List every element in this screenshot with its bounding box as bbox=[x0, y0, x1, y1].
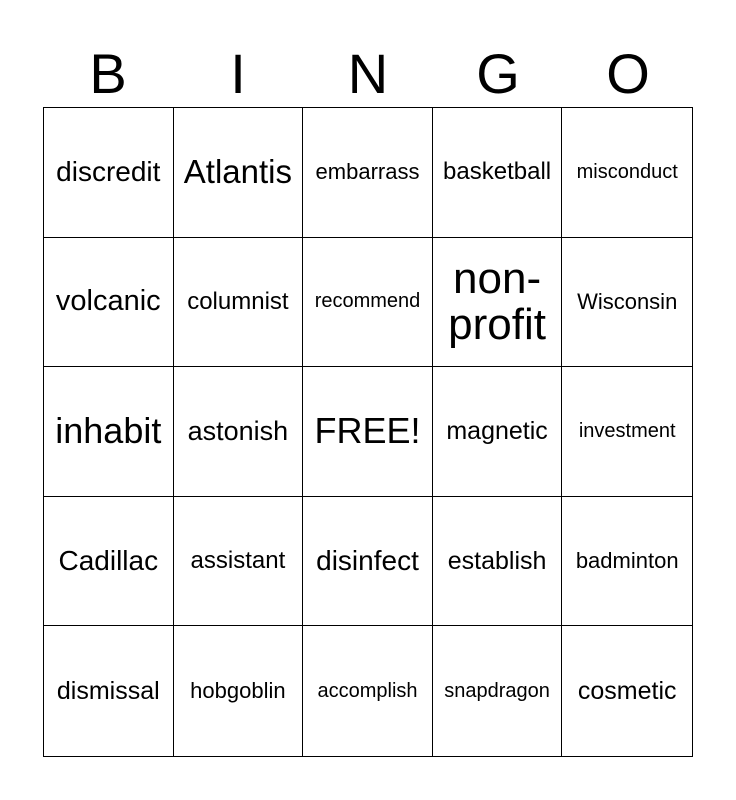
cell-word: inhabit bbox=[55, 410, 162, 452]
bingo-cell[interactable] bbox=[174, 238, 304, 368]
cell-word: investment bbox=[578, 419, 676, 442]
bingo-cell[interactable] bbox=[174, 108, 304, 238]
bingo-cell[interactable] bbox=[303, 108, 433, 238]
cell-word: establish bbox=[447, 546, 547, 575]
cell-word: accomplish bbox=[317, 679, 418, 702]
free-space: FREE! bbox=[314, 410, 421, 452]
header-letter-b: B bbox=[89, 42, 127, 105]
bingo-cell[interactable] bbox=[44, 367, 174, 497]
bingo-cell[interactable] bbox=[44, 108, 174, 238]
cell-word: cosmetic bbox=[577, 676, 677, 705]
header-letter-i: I bbox=[230, 42, 246, 105]
cell-word: Atlantis bbox=[183, 153, 292, 191]
cell-word: discredit bbox=[56, 156, 161, 188]
bingo-cell[interactable] bbox=[433, 626, 563, 756]
cell-word: badminton bbox=[575, 548, 679, 574]
bingo-cell[interactable] bbox=[44, 626, 174, 756]
cell-word: snapdragon bbox=[444, 679, 550, 702]
cell-word: magnetic bbox=[446, 416, 548, 445]
bingo-cell[interactable] bbox=[303, 626, 433, 756]
bingo-cell[interactable] bbox=[433, 497, 563, 627]
bingo-cell[interactable] bbox=[44, 497, 174, 627]
cell-word: basketball bbox=[443, 158, 552, 186]
cell-word: Wisconsin bbox=[577, 288, 678, 314]
cell-word: recommend bbox=[314, 290, 421, 313]
bingo-cell[interactable] bbox=[433, 367, 563, 497]
bingo-cell[interactable] bbox=[433, 108, 563, 238]
bingo-cell[interactable] bbox=[174, 497, 304, 627]
bingo-header bbox=[43, 40, 693, 108]
cell-word: embarrass bbox=[315, 159, 420, 185]
bingo-cell[interactable] bbox=[562, 238, 692, 368]
bingo-cell[interactable] bbox=[44, 238, 174, 368]
header-letter-g: G bbox=[476, 42, 520, 105]
header-letter-n: N bbox=[347, 42, 389, 105]
cell-word: columnist bbox=[187, 287, 289, 315]
bingo-cell[interactable] bbox=[174, 626, 304, 756]
bingo-cell[interactable] bbox=[562, 108, 692, 238]
cell-word: volcanic bbox=[55, 285, 161, 318]
bingo-board bbox=[43, 107, 693, 757]
bingo-cell[interactable] bbox=[303, 497, 433, 627]
cell-word: assistant bbox=[190, 547, 286, 575]
cell-word: disinfect bbox=[316, 545, 419, 577]
cell-word: hobgoblin bbox=[190, 678, 286, 704]
bingo-cell[interactable] bbox=[303, 238, 433, 368]
cell-word: misconduct bbox=[576, 160, 678, 183]
cell-word: dismissal bbox=[56, 676, 160, 705]
bingo-cell[interactable] bbox=[562, 367, 692, 497]
bingo-cell[interactable] bbox=[433, 238, 563, 368]
cell-word: astonish bbox=[187, 415, 289, 446]
cell-word: Cadillac bbox=[58, 545, 159, 577]
header-letter-o: O bbox=[606, 42, 650, 105]
bingo-cell[interactable] bbox=[562, 497, 692, 627]
bingo-cell[interactable] bbox=[303, 367, 433, 497]
bingo-cell[interactable] bbox=[562, 626, 692, 756]
cell-word: non-profit bbox=[448, 253, 546, 349]
bingo-cell[interactable] bbox=[174, 367, 304, 497]
